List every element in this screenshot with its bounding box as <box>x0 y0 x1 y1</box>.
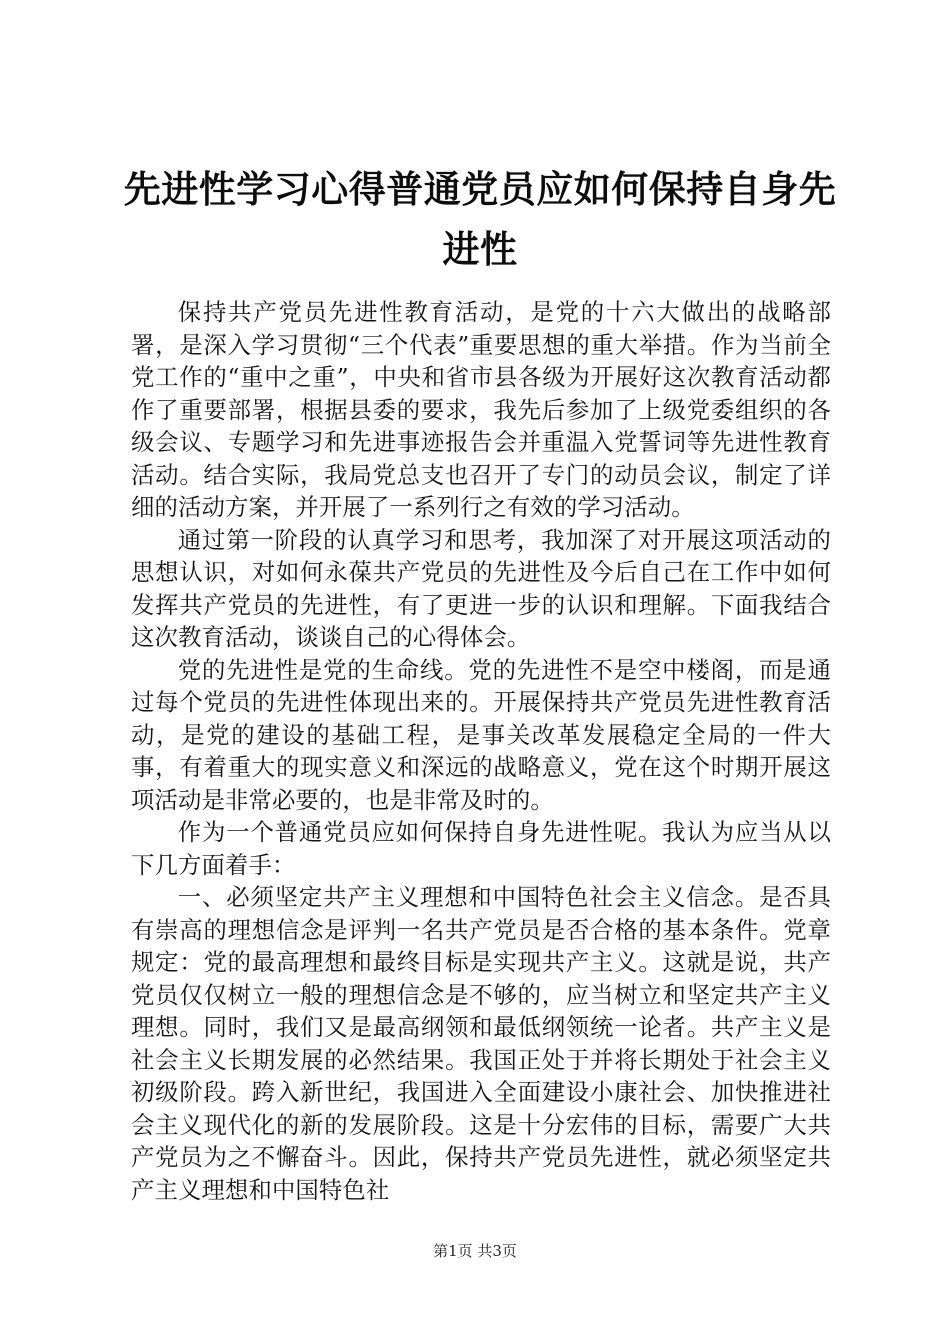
document-title: 先进性学习心得普通党员应如何保持自身先进性 <box>123 168 837 271</box>
paragraph-5: 一、必须坚定共产主义理想和中国特色社会主义信念。是否具有崇高的理想信念是评判一名共产党员是否合格的基本条件。党章规定：党的最高理想和最终目标是实现共产主义。这就是说，共产党员仅仅树立一般的理想信念是不够的，应当树立和坚定共产主义理想。同时，我们又是最高纲领和最低纲领统一论者。共产主义是社会主义长期发展的必然结果。我国正处于并将长期处于社会主义初级阶段。跨入新世纪，我国进入全面建设小康社会、加快推进社会主义现代化的新的发展阶段。这是十分宏伟的目标，需要广大共产党员为之不懈奋斗。因此，保持共产党员先进性，就必须坚定共产主义理想和中国特色社 <box>131 883 831 1204</box>
document-body <box>131 296 831 1206</box>
paragraph-3: 党的先进性是党的生命线。党的先进性不是空中楼阁，而是通过每个党员的先进性体现出来的。开展保持共产党员先进性教育活动，是党的建设的基础工程，是事关改革发展稳定全局的一件大事，有着重大的现实意义和深远的战略意义，党在这个时期开展这项活动是非常必要的，也是非常及时的。 <box>131 655 831 814</box>
paragraph-2: 通过第一阶段的认真学习和思考，我加深了对开展这项活动的思想认识，对如何永葆共产党员的先进性及今后自己在工作中如何发挥共产党员的先进性，有了更进一步的认识和理解。下面我结合这次教育活动，谈谈自己的心得体会。 <box>131 525 831 651</box>
page-number-footer: 第1页 共3页 <box>433 1242 517 1260</box>
paragraph-4: 作为一个普通党员应如何保持自身先进性呢。我认为应当从以下几方面着手： <box>131 818 831 879</box>
paragraph-1: 保持共产党员先进性教育活动，是党的十六大做出的战略部署，是深入学习贯彻“三个代表”重要思想的重大举措。作为当前全党工作的“重中之重”，中央和省市县各级为开展好这次教育活动都作了重要部署，根据县委的要求，我先后参加了上级党委组织的各级会议、专题学习和先进事迹报告会并重温入党誓词等先进性教育活动。结合实际，我局党总支也召开了专门的动员会议，制定了详细的活动方案，并开展了一系列行之有效的学习活动。 <box>131 298 831 521</box>
